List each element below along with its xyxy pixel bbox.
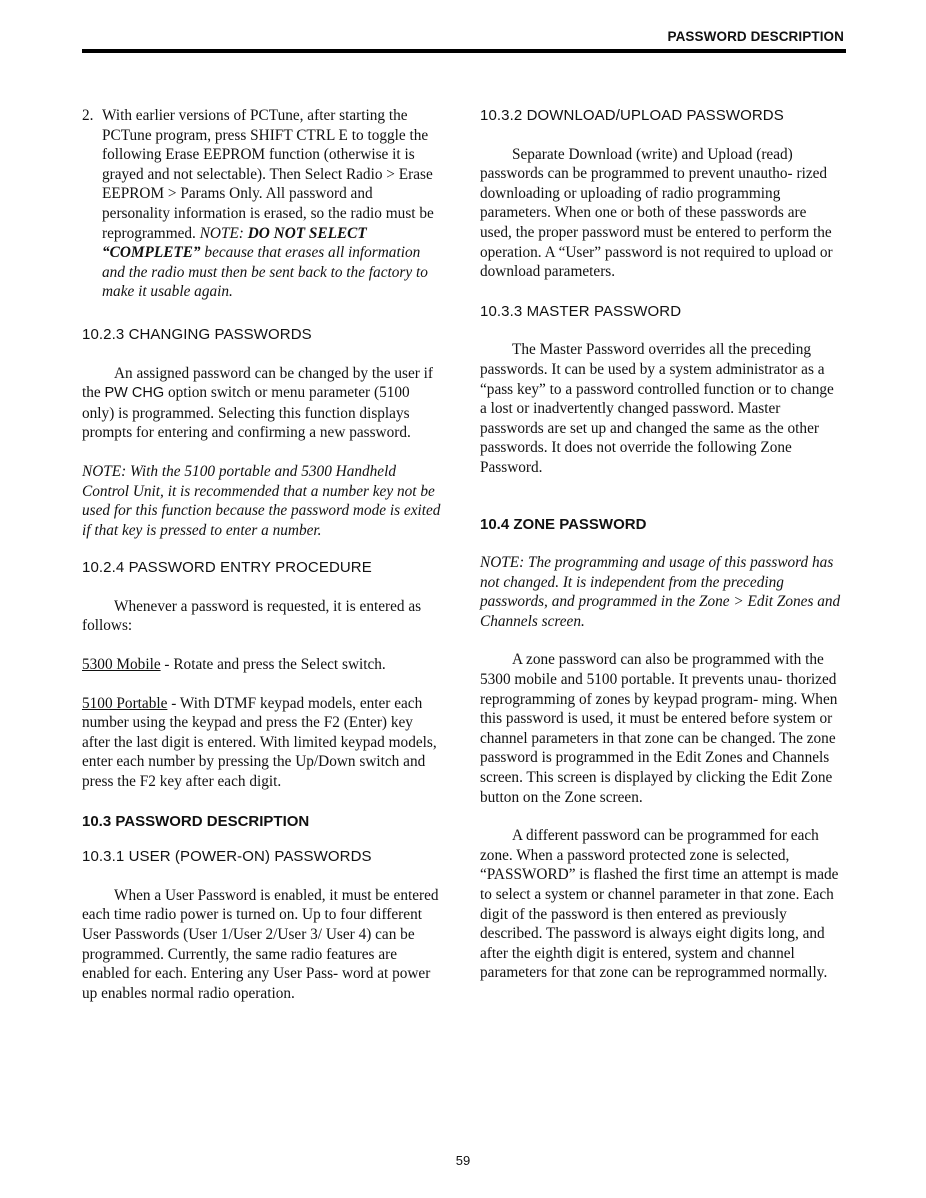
note-rest: because that erases all information and the radio must then be sent back to the factory to make it usable again. [102, 244, 428, 301]
para-text: option switch or menu parameter (5100 only) is programmed. Selecting this function displays prompts for entering and confirming a new password. [82, 384, 411, 442]
item-2-body: With earlier versions of PCTune, after starting the PCTune program, press SHIFT CTRL E to toggle the following Erase EEPROM function (otherwise it is grayed and not selectable). Then Select Radio > Erase EEPROM > Params Only. All password and personality information is erased, so the radio must be reprogrammed. [102, 107, 434, 242]
page-number: 59 [455, 1153, 471, 1168]
download-upload-para: Separate Download (write) and Upload (read) passwords can be programmed to prevent unautho- rized downloading or uploading of radio programming parameters. When one or both of these passwords are used, the proper password must be entered to perform the operation. A “User” password is not required to upload or download parameters. [480, 145, 833, 281]
heading-10-3-2: 10.3.2 DOWNLOAD/UPLOAD PASSWORDS [480, 107, 784, 124]
heading-10-3: 10.3 PASSWORD DESCRIPTION [82, 812, 310, 830]
heading-10-4: 10.4 ZONE PASSWORD [480, 515, 647, 533]
para-text: An assigned password can be changed by the user if the [82, 364, 434, 402]
mobile-instructions [82, 655, 444, 675]
user-passwords-para: When a User Password is enabled, it must be entered each time radio power is turned on. Up to four different User Passwords (User 1/User 2/User 3/ User 4) can be programmed. Currently, the same radio features are enabled for each. Entering any User Pass- word at power up enables normal radio operation. [82, 886, 439, 1002]
note-warning-bold: DO NOT SELECT “COMPLETE” [102, 224, 367, 262]
zone-password-para-2: A different password can be programmed for each zone. When a password protected zone is selected, “PASSWORD” is flashed the first time an attempt is made to select a system or channel parameter in that zone. Each digit of the password is then entered as previously described. The password is always eight digits long, and after the eighth digit is entered, system and channel parameters for that zone can be reprogrammed normally. [480, 827, 839, 982]
zone-password-para-1: A zone password can also be programmed with the 5300 mobile and 5100 portable. It prevents unau- thorized reprogramming of zones by keypad program- ming. When this password is used, it must be entered before system or channel parameters in that zone can be changed. The zone password is programmed in the Edit Zones and Channels screen. This screen is displayed by clicking the Edit Zone button on the Zone screen. [480, 651, 838, 806]
zone-password-note: NOTE: The programming and usage of this password has not changed. It is independent from the preceding passwords, and programmed in the Zone > Edit Zones and Channels screen. [480, 554, 841, 630]
entry-procedure-intro: Whenever a password is requested, it is entered as follows: [82, 597, 422, 635]
master-password-para: The Master Password overrides all the preceding passwords. It can be used by a system administrator as a “pass key” to a password controlled function or to change a lost or inadvertently changed password. Master passwords are set up and changed the same as the other passwords. It does not override the following Zone Password. [480, 341, 834, 476]
mobile-label: 5300 Mobile [82, 656, 161, 674]
numbered-item-2 [82, 106, 444, 302]
item-2-text [102, 106, 444, 302]
mobile-text: - Rotate and press the Select switch. [160, 656, 386, 674]
portable-label: 5100 Portable [82, 694, 168, 712]
note-prefix: NOTE: [199, 224, 248, 242]
right-column [480, 106, 842, 983]
heading-10-2-4: 10.2.4 PASSWORD ENTRY PROCEDURE [82, 559, 372, 577]
header-rule [82, 49, 846, 53]
pw-chg-option: PW CHG [104, 385, 165, 402]
running-head: PASSWORD DESCRIPTION [667, 29, 844, 44]
item-number: 2. [82, 107, 94, 124]
heading-10-3-3: 10.3.3 MASTER PASSWORD [480, 302, 682, 320]
heading-10-2-3: 10.2.3 CHANGING PASSWORDS [82, 325, 312, 343]
portable-instructions [82, 694, 444, 792]
changing-passwords-para [82, 364, 444, 443]
portable-text: - With DTMF keypad models, enter each number using the keypad and press the F2 (Enter) key after the last digit is entered. With limited keypad models, enter each number by pressing the Up/Down switch and press the F2 key after each digit. [82, 694, 437, 791]
heading-10-3-1: 10.3.1 USER (POWER-ON) PASSWORDS [82, 848, 372, 866]
changing-passwords-note: NOTE: With the 5100 portable and 5300 Handheld Control Unit, it is recommended that a number key not be used for this function because the password mode is exited if that key is pressed to enter a number. [82, 462, 441, 539]
left-column [82, 106, 444, 1003]
